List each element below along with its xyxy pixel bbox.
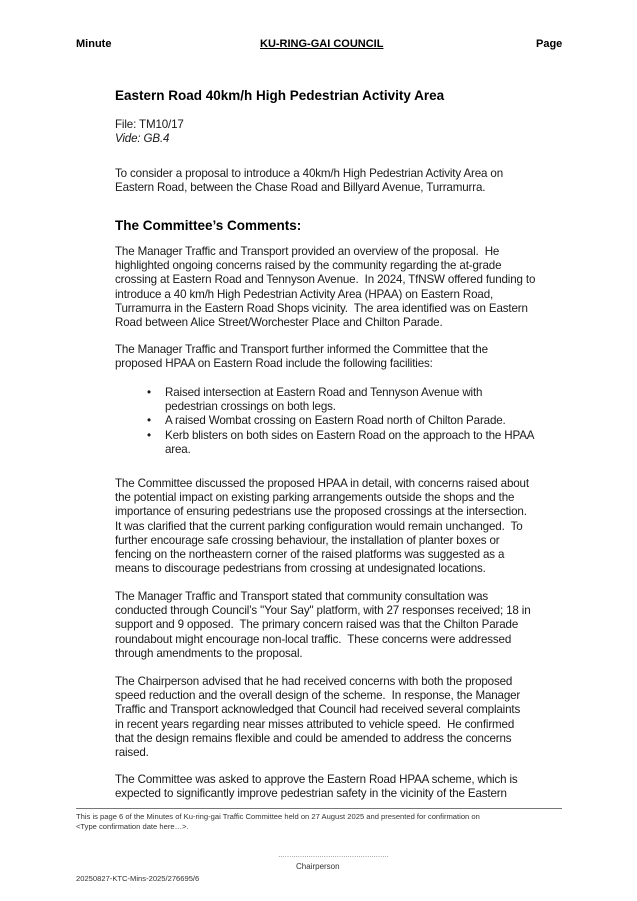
header-page: Page [536,38,563,50]
header-minute: Minute [76,38,112,50]
list-item: • Kerb blisters on both sides on Eastern Road on the approach to the HPAA area. [147,429,534,457]
paragraph: The Manager Traffic and Transport provided an overview of the proposal. He highlighted ongoing concerns raised by the community regarding the at-grade crossing at Eastern Road and Tennyson Avenue. In 2024, TfNSW offered funding to introduce a 40 km/h High Pedestrian Activity Area (HPAA) on Eastern Road, Turramurra in the Eastern Road Shops vicinity. The area identified was on Eastern Road between Alice Street/Worchester Place and Chilton Parade. [115,245,536,330]
footer-divider [76,808,562,809]
facilities-list [147,386,534,457]
section-heading: The Committee’s Comments: [115,218,302,233]
list-item: • Raised intersection at Eastern Road and Tennyson Avenue with pedestrian crossings on both legs. [147,386,534,414]
intro-paragraph: To consider a proposal to introduce a 40km/h High Pedestrian Activity Area on Eastern Road, between the Chase Road and Billyard Avenue, Turramurra. [115,167,504,195]
document-reference: 20250827-KTC-Mins-2025/276695/6 [76,874,200,883]
footer-note: This is page 6 of the Minutes of Ku-ring-gai Traffic Committee held on 27 August 2025 and presented for confirmation on <Type confirmation date here…>. [76,812,480,831]
paragraph: The Committee was asked to approve the Eastern Road HPAA scheme, which is expected to significantly improve pedestrian safety in the vicinity of the Eastern [115,773,518,801]
paragraph: The Committee discussed the proposed HPAA in detail, with concerns raised about the potential impact on existing parking arrangements outside the shops and the importance of ensuring pedestrians use the proposed crossings at the intersection. It was clarified that the current parking configuration would remain unchanged. To further encourage safe crossing behaviour, the installation of planter boxes or fencing on the northeastern corner of the raised platforms was suggested as a means to discourage pedestrians from crossing at undesignated locations. [115,477,529,576]
signature-line: …………………………………………… [278,852,389,859]
paragraph: The Manager Traffic and Transport stated that community consultation was conducted through Council’s "Your Say" platform, with 27 responses received; 18 in support and 9 opposed. The primary concern raised was that the Chilton Parade roundabout might encourage non-local traffic. These concerns were addressed through amendments to the proposal. [115,590,531,660]
signature-label: Chairperson [296,862,340,871]
header-council-name: KU-RING-GAI COUNCIL [260,38,384,50]
list-item: • A raised Wombat crossing on Eastern Road north of Chilton Parade. [147,414,534,428]
paragraph: The Chairperson advised that he had received concerns with both the proposed speed reduction and the overall design of the scheme. In response, the Manager Traffic and Transport acknowledged that Council had received several complaints in recent years regarding near misses attributed to vehicle speed. He confirmed that the design remains flexible and could be amended to address the concerns raised. [115,675,521,760]
page-title: Eastern Road 40km/h High Pedestrian Activity Area [115,88,445,103]
paragraph: The Manager Traffic and Transport further informed the Committee that the proposed HPAA on Eastern Road include the following facilities: [115,343,488,371]
file-reference: File: TM10/17 [115,118,184,131]
vide-reference: Vide: GB.4 [115,132,170,145]
